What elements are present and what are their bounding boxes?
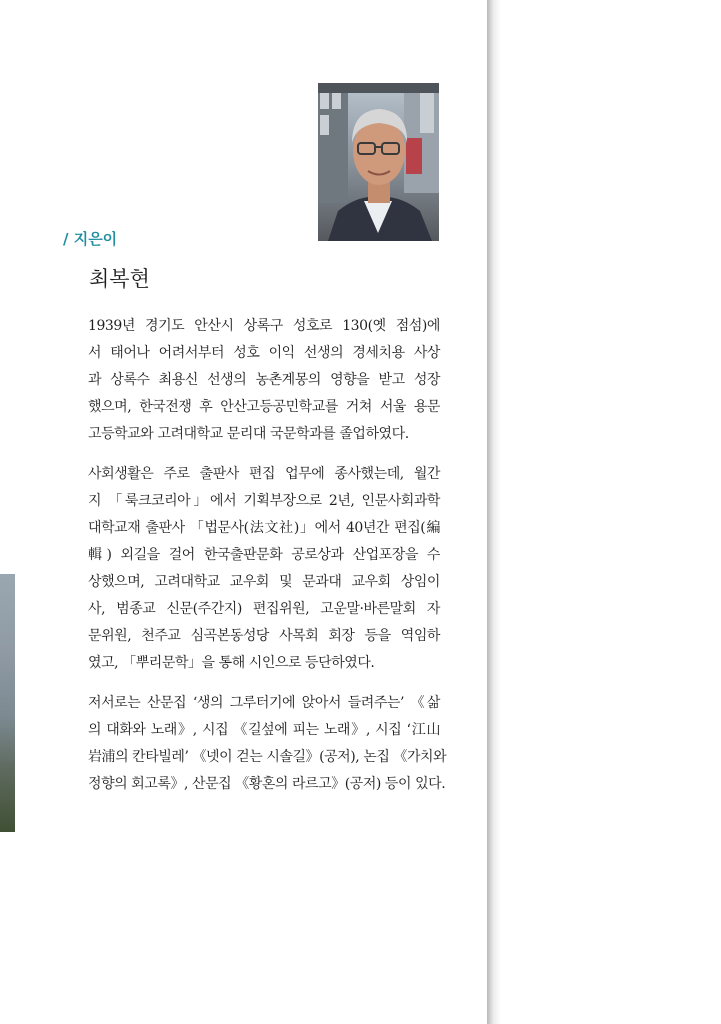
bio-line: 고등학교와 고려대학교 문리대 국문학과를 졸업하였다. — [88, 426, 409, 442]
bio-line: 정향의 회고록》, 산문집 《황혼의 라르고》(공저) 등이 있다. — [88, 776, 446, 792]
bio-line: 지 「룩크코리아」에서 기획부장으로 2년, 인문사회과학 — [88, 493, 440, 509]
bio-line: 과 상록수 최용신 선생의 농촌계몽의 영향을 받고 성장 — [88, 372, 440, 388]
bio-line: 의 대화와 노래》, 시집 《길섶에 피는 노래》, 시집 ‘江山 — [88, 722, 440, 738]
bio-line: 였고, 「뿌리문학」을 통해 시인으로 등단하였다. — [88, 655, 375, 671]
bio-line: 했으며, 한국전쟁 후 안산고등공민학교를 거쳐 서울 용문 — [88, 399, 440, 415]
cover-photo-edge — [0, 574, 15, 832]
page-fold-shadow — [487, 0, 501, 1024]
bio-line: 1939년 경기도 안산시 상록구 성호로 130(옛 점섬)에 — [88, 318, 440, 334]
author-portrait-image — [318, 83, 439, 241]
bio-line: 사, 범종교 신문(주간지) 편집위원, 고운말·바른말회 자 — [88, 601, 440, 617]
section-label: / 지은이 — [63, 230, 118, 248]
bio-paragraph-1 — [88, 313, 440, 448]
bio-line: 輯) 외길을 걸어 한국출판문화 공로상과 산업포장을 수 — [88, 547, 440, 563]
bio-line: 문위원, 천주교 심곡본동성당 사목회 회장 등을 역임하 — [88, 628, 440, 644]
bio-paragraph-2 — [88, 461, 440, 677]
bio-line: 岩浦의 칸타빌레’ 《넷이 걷는 시솔길》(공저), 논집 《가치와 — [88, 749, 447, 765]
author-name: 최복현 — [89, 267, 150, 291]
bio-line: 저서로는 산문집 ‘생의 그루터기에 앉아서 들려주는’ 《삶 — [88, 695, 440, 711]
bio-paragraph-3 — [88, 690, 447, 798]
author-biography — [88, 313, 447, 811]
bio-line: 서 태어나 어려서부터 성호 이익 선생의 경세치용 사상 — [88, 345, 440, 361]
back-page — [487, 0, 721, 1024]
bio-line: 대학교재 출판사 「법문사(法文社)」에서 40년간 편집(編 — [88, 520, 440, 536]
author-photo — [318, 83, 439, 241]
bio-line: 상했으며, 고려대학교 교우회 및 문과대 교우회 상임이 — [88, 574, 440, 590]
bio-line: 사회생활은 주로 출판사 편집 업무에 종사했는데, 월간 — [88, 466, 440, 482]
